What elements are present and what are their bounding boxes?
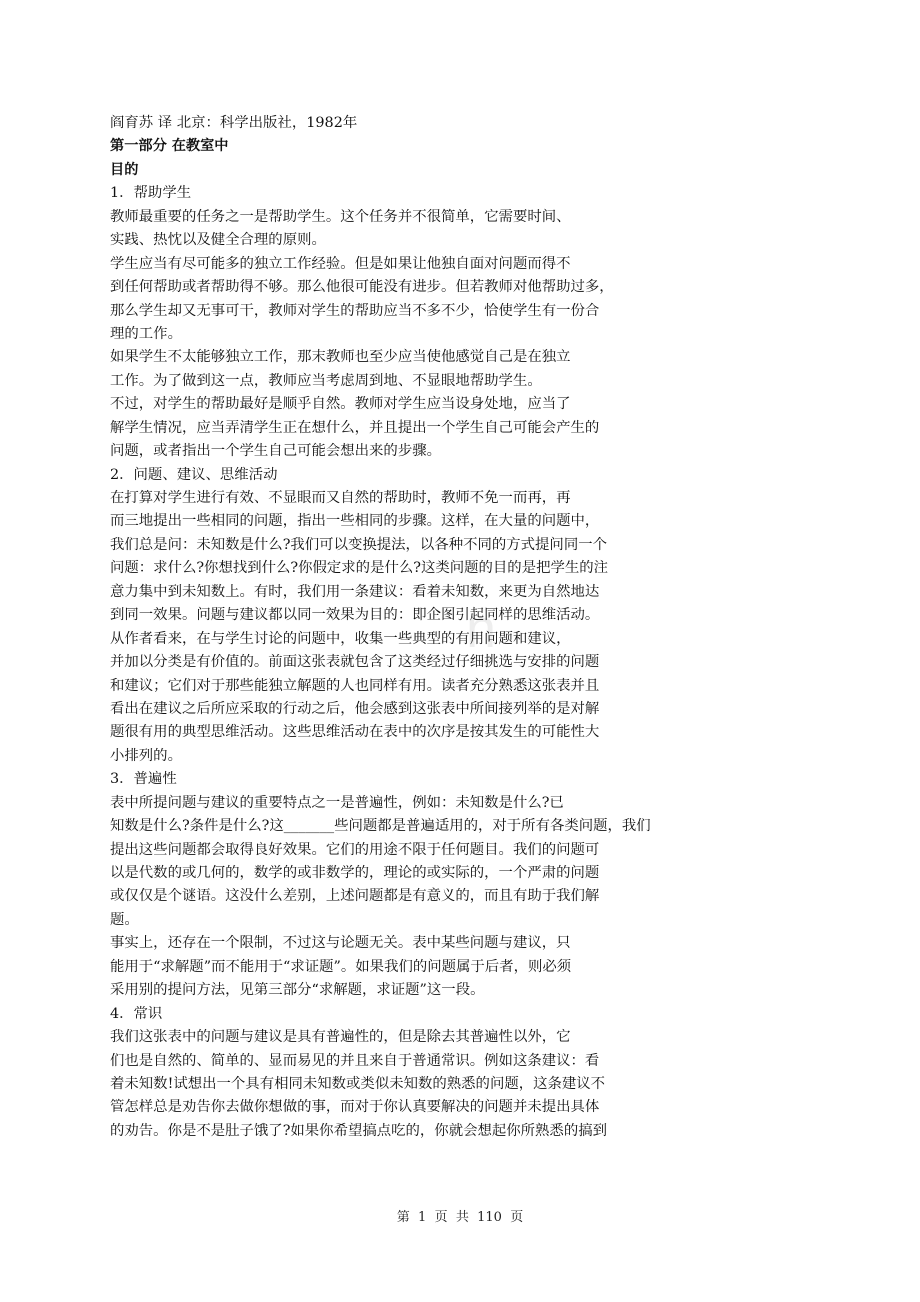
text-line: 小排列的。	[110, 747, 182, 764]
text-line: 解学生情况，应当弄清学生正在想什么，并且提出一个学生自己可能会产生的	[110, 419, 600, 436]
subsection-heading: 3．普遍性	[110, 771, 177, 788]
text-line: 着未知数!试想出一个具有相同未知数或类似未知数的熟悉的问题，这条建议不	[110, 1075, 606, 1092]
text-line: 们也是自然的、简单的、显而易见的并且来自于普通常识。例如这条建议：看	[110, 1052, 600, 1069]
text-line: 我们这张表中的问题与建议是具有普遍性的，但是除去其普遍性以外，它	[110, 1029, 571, 1046]
text-line: 问题：求什么?你想找到什么?你假定求的是什么?这类问题的目的是把学生的注	[110, 560, 609, 577]
text-line: 管怎样总是劝告你去做你想做的事，而对于你认真要解决的问题并未提出具体	[110, 1099, 600, 1116]
watermark-text: n	[466, 599, 498, 659]
text-line: 以是代数的或几何的，数学的或非数学的，理论的或实际的，一个严肃的问题	[110, 865, 600, 881]
text-line: 事实上，还存在一个限制，不过这与论题无关。表中某些问题与建议，只	[110, 935, 571, 952]
text-line: 问题，或者指出一个学生自己可能会想出来的步骤。	[110, 443, 441, 460]
text-line: 理的工作。	[110, 325, 182, 342]
text-line: 那么学生却又无事可干，教师对学生的帮助应当不多不少，恰使学生有一份合	[110, 302, 600, 319]
text-line: 题。	[110, 911, 139, 928]
source-citation: 阎育苏 译 北京：科学出版社，1982年	[110, 115, 358, 131]
subsection-heading: 1．帮助学生	[110, 185, 192, 202]
page-footer: 第 1 页 共 110 页	[396, 1210, 524, 1225]
document-body	[110, 112, 730, 1143]
text-line: 题很有用的典型思维活动。这些思维活动在表中的次序是按其发生的可能性大	[110, 724, 600, 741]
text-line: 教师最重要的任务之一是帮助学生。这个任务并不很简单，它需要时间、	[110, 208, 571, 225]
text-line: 能用于“求解题”而不能用于“求证题”。如果我们的问题属于后者，则必须	[110, 958, 572, 975]
section-heading: 目的	[110, 161, 139, 178]
subsection-heading: 4．常识	[110, 1005, 163, 1022]
text-line: 采用别的提问方法，见第三部分“求解题，求证题”这一段。	[110, 982, 485, 999]
part-heading: 第一部分 在教室中	[110, 138, 229, 155]
subsection-heading: 2．问题、建议、思维活动	[110, 466, 278, 483]
text-line: 意力集中到未知数上。有时，我们用一条建议：看着未知数，来更为自然地达	[110, 583, 600, 600]
text-line: 的劝告。你是不是肚子饿了?如果你希望搞点吃的，你就会想起你所熟悉的搞到	[110, 1122, 607, 1139]
text-line: 表中所提问题与建议的重要特点之一是普遍性，例如：未知数是什么?已	[110, 794, 564, 811]
text-line: 或仅仅是个谜语。这没什么差别，上述问题都是有意义的，而且有助于我们解	[110, 888, 600, 905]
text-line: 而三地提出一些相同的问题，指出一些相同的步骤。这样，在大量的问题中，	[110, 513, 600, 530]
text-line: 工作。为了做到这一点，教师应当考虑周到地、不显眼地帮助学生。	[110, 372, 542, 389]
text-line: 到任何帮助或者帮助得不够。那么他很可能没有进步。但若教师对他帮助过多，	[110, 279, 614, 296]
text-line: 从作者看来，在与学生讨论的问题中，收集一些典型的有用问题和建议，	[110, 630, 571, 647]
text-line: 如果学生不太能够独立工作，那末教师也至少应当使他感觉自己是在独立	[110, 349, 571, 366]
text-line: 不过，对学生的帮助最好是顺乎自然。教师对学生应当设身处地，应当了	[110, 396, 571, 413]
text-line: 看出在建议之后所应采取的行动之后，他会感到这张表中所间接列举的是对解	[110, 700, 600, 717]
text-line: 提出这些问题都会取得良好效果。它们的用途不限于任何题目。我们的问题可	[110, 841, 600, 858]
text-line: 和建议；它们对于那些能独立解题的人也同样有用。读者充分熟悉这张表并且	[110, 677, 600, 694]
text-line: 并加以分类是有价值的。前面这张表就包含了这类经过仔细挑选与安排的问题	[110, 654, 600, 671]
text-line: 学生应当有尽可能多的独立工作经验。但是如果让他独自面对问题而得不	[110, 255, 571, 272]
text-line: 我们总是问：未知数是什么?我们可以变换提法，以各种不同的方式提问同一个	[110, 536, 607, 553]
text-line: 知数是什么?条件是什么?这_______些问题都是普遍适用的，对于所有各类问题，我们	[110, 818, 651, 835]
text-line: 实践、热忱以及健全合理的原则。	[110, 232, 326, 249]
text-line: 到同一效果。问题与建议都以同一效果为目的：即企图引起同样的思维活动。	[110, 607, 600, 624]
text-line: 在打算对学生进行有效、不显眼而又自然的帮助时，教师不免一而再，再	[110, 490, 571, 506]
